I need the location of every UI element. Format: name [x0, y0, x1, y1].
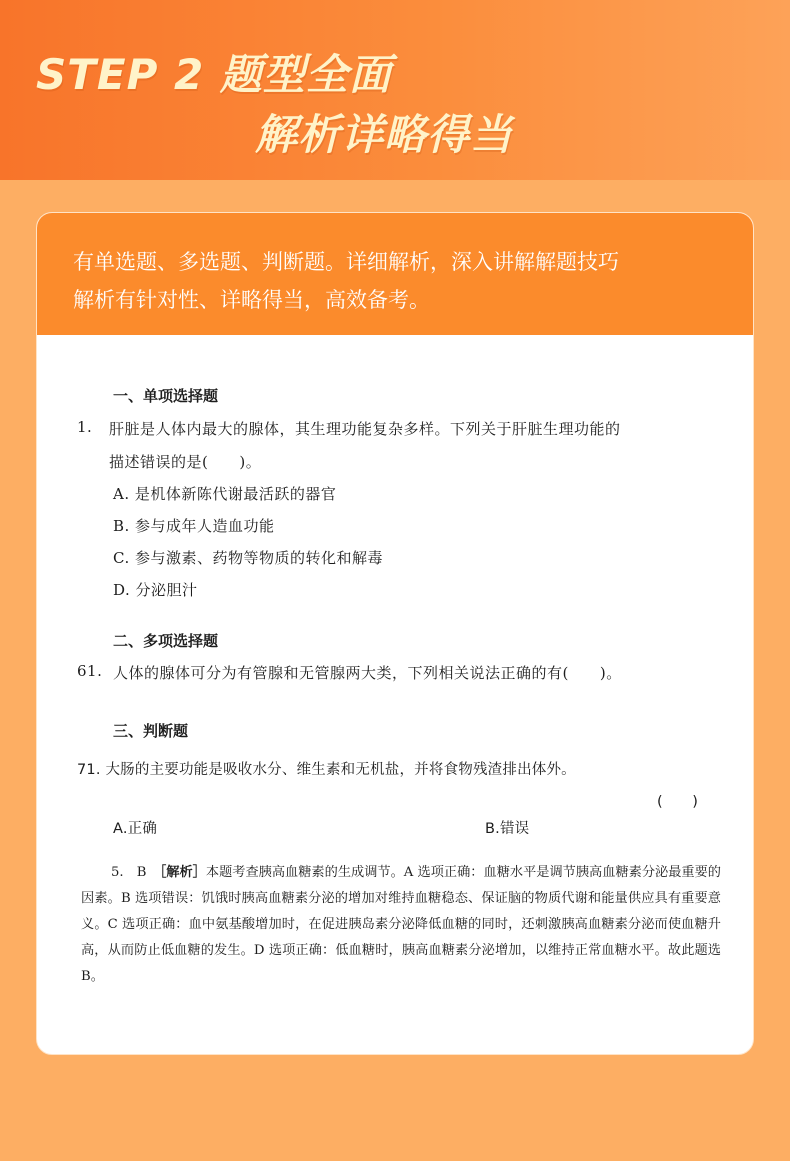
q1-option-d: D. 分泌胆汁 — [113, 581, 198, 599]
single-choice-title: 一、单项选择题 — [113, 387, 219, 405]
q71-option-b: B.错误 — [485, 821, 530, 837]
q61-number: 61. — [77, 662, 103, 680]
multi-choice-title: 二、多项选择题 — [113, 632, 219, 650]
content-card — [36, 212, 754, 1055]
q1-option-b: B. 参与成年人造血功能 — [113, 517, 275, 535]
q71-option-a: A.正确 — [113, 821, 158, 837]
explanation-text: 本题考查胰高血糖素的生成调节。A 选项正确：血糖水平是调节胰高血糖素分泌最重要的因素。B 选项错误：饥饿时胰高血糖素分泌的增加对维持血糖稳态、保证脑的物质代谢和能量供应具有重要意义。C 选项正确：血中氨基酸增加时，在促进胰岛素分泌降低血糖的同时，还刺激胰高血糖素分泌而使血糖升高，从而防止低血糖的发生。D 选项正确：低血糖时，胰高血糖素分泌增加，以维持正常血糖水平。故此题选 B。 — [81, 865, 721, 984]
header-text-line1: 有单选题、多选题、判断题。详细解析，深入讲解解题技巧 — [73, 250, 619, 274]
q1-line1: 肝脏是人体内最大的腺体，其生理功能复杂多样。下列关于肝脏生理功能的 — [109, 420, 621, 438]
banner-title-line2: 解析详略得当 — [255, 110, 514, 159]
true-false-title: 三、判断题 — [113, 722, 189, 740]
top-banner — [0, 0, 790, 180]
card-header — [37, 213, 753, 335]
q1-number: 1. — [77, 418, 93, 436]
banner-title-line1: STEP 2 题型全面 — [36, 50, 392, 99]
q1-option-c: C. 参与激素、药物等物质的转化和解毒 — [113, 549, 383, 567]
explanation-block — [81, 860, 721, 990]
header-text-line2: 解析有针对性、详略得当，高效备考。 — [73, 288, 430, 312]
explanation-prefix: 5. B — [111, 865, 160, 880]
q71-paren: ( ) — [657, 794, 699, 810]
q1-line2: 描述错误的是( )。 — [109, 453, 262, 471]
explanation-tag: ［解析］ — [159, 865, 206, 880]
q1-option-a: A. 是机体新陈代谢最活跃的器官 — [113, 485, 337, 503]
q71-text: 71. 大肠的主要功能是吸收水分、维生素和无机盐，并将食物残渣排出体外。 — [77, 762, 576, 778]
q61-text: 人体的腺体可分为有管腺和无管腺两大类，下列相关说法正确的有( )。 — [113, 664, 622, 682]
